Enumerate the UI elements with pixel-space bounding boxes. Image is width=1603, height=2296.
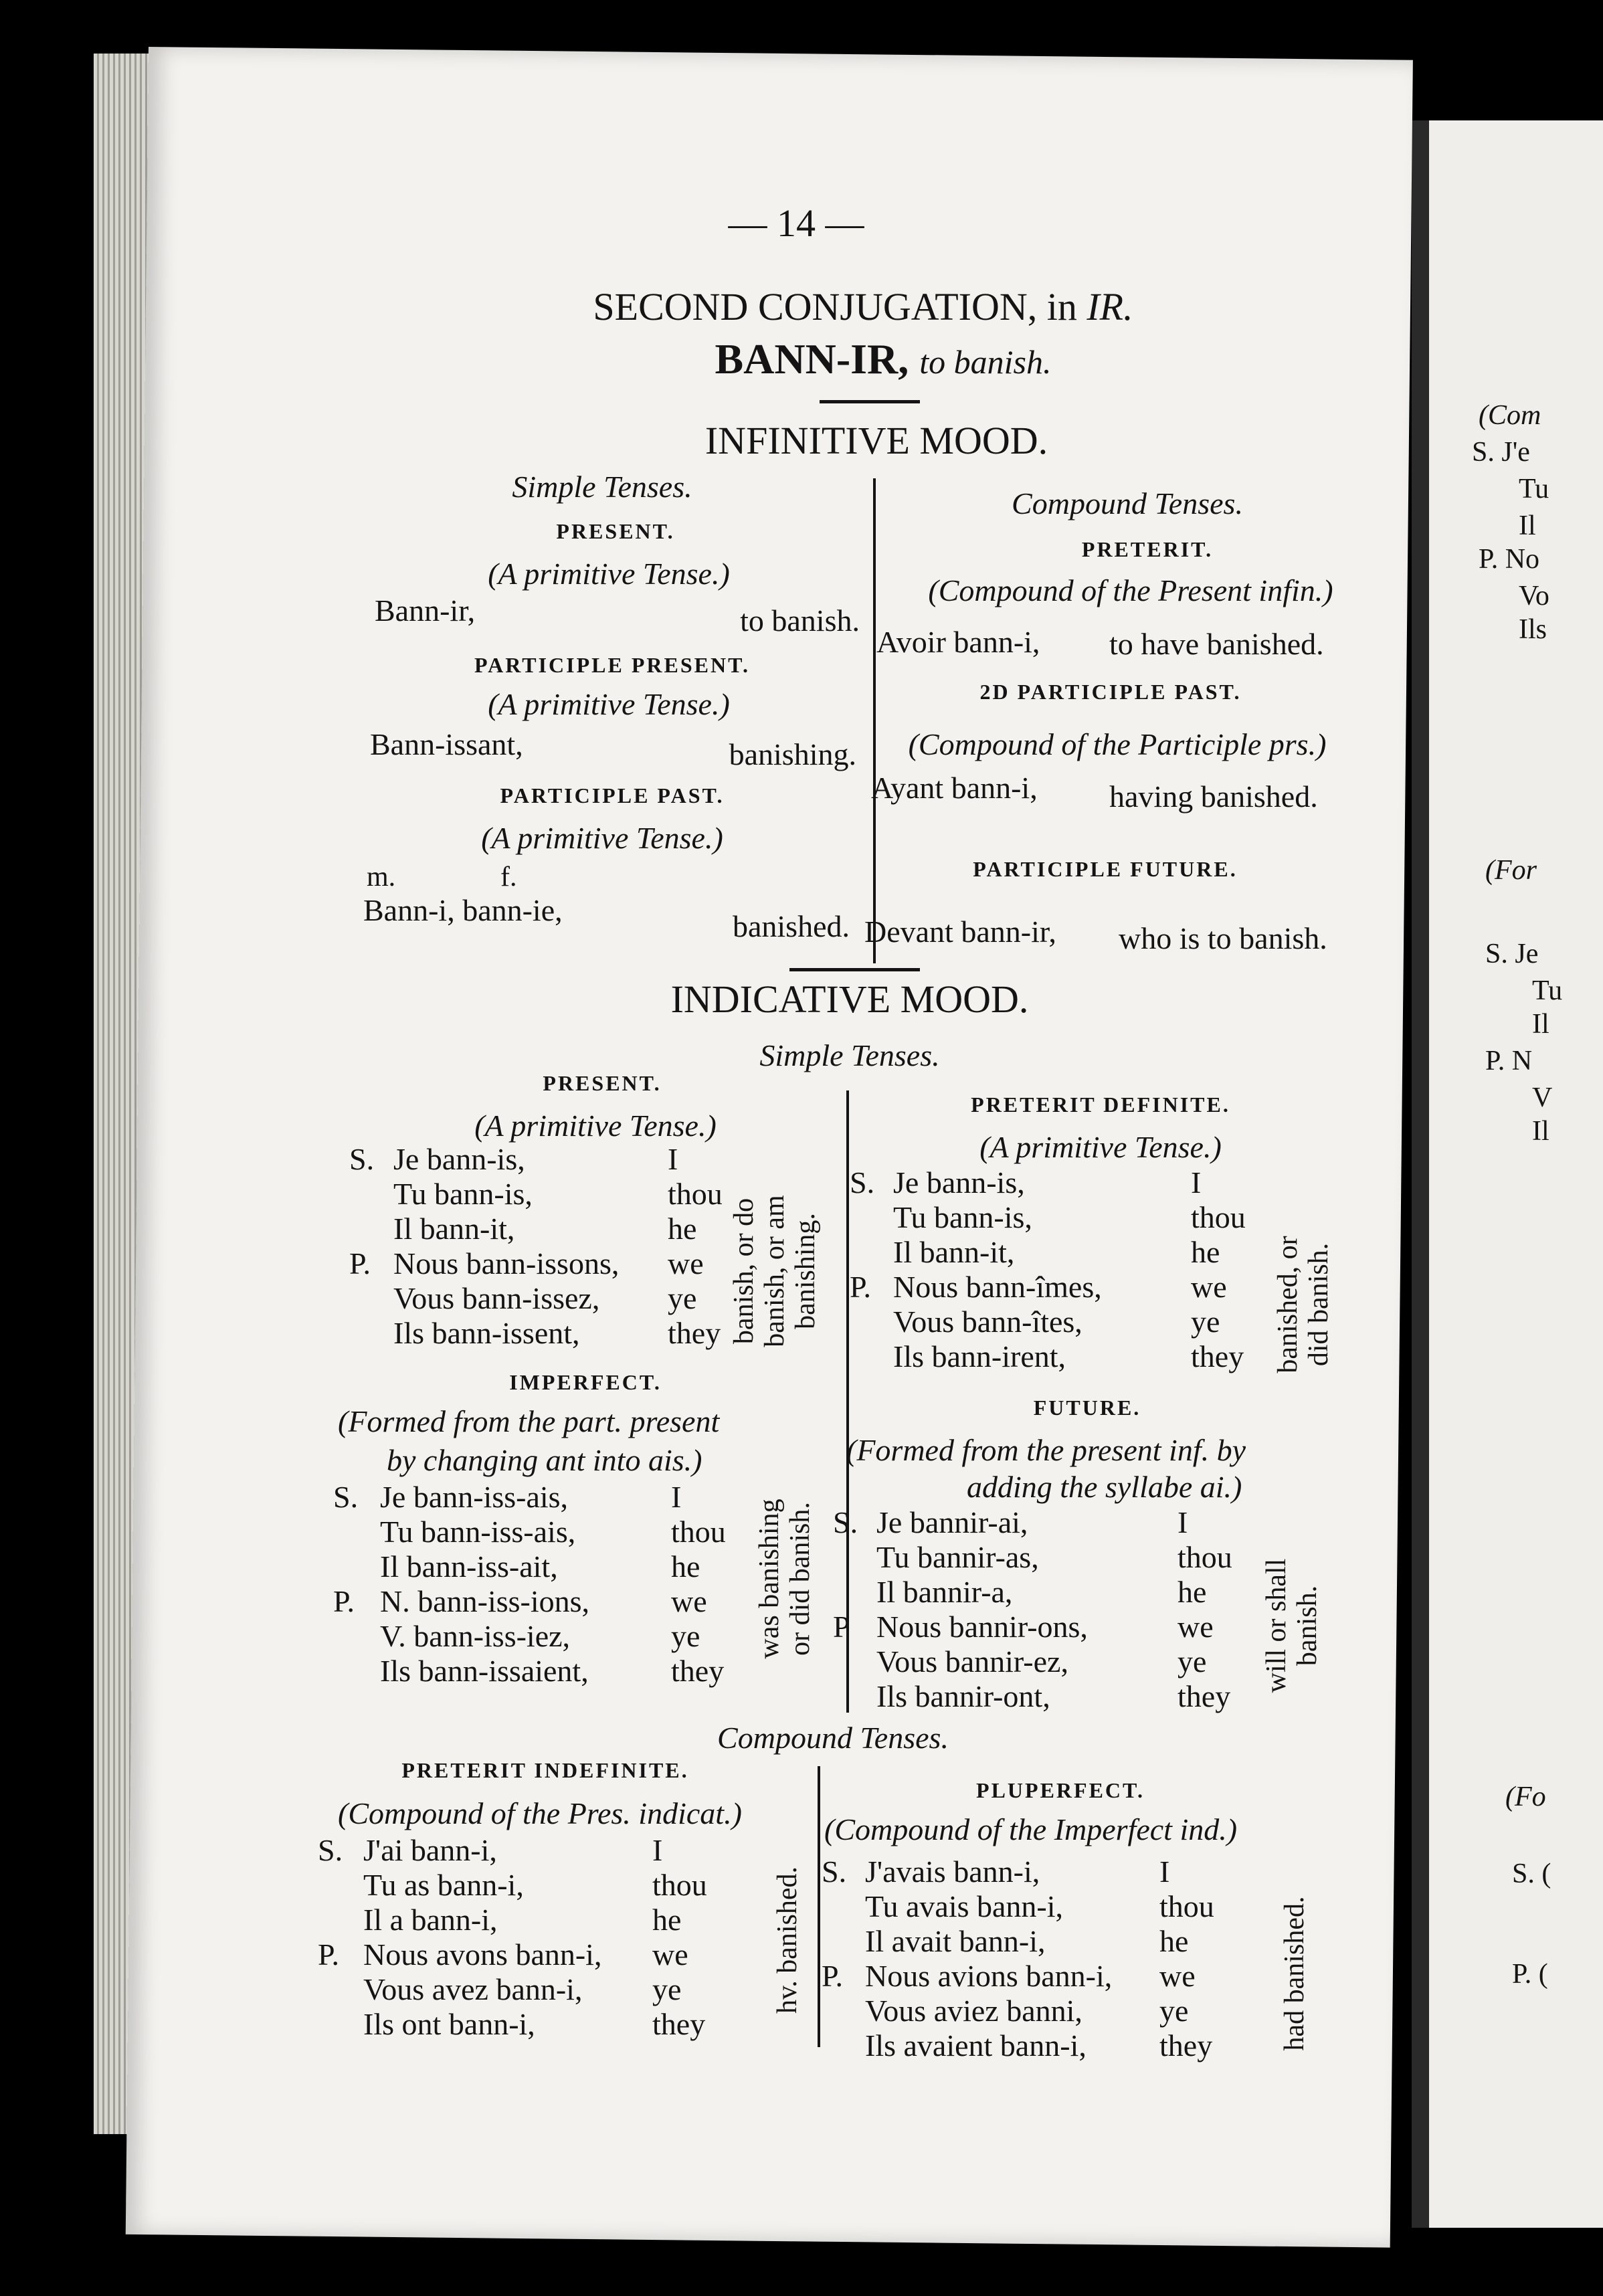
meaning-vertical: hv. banished. — [772, 1866, 803, 2014]
number-marker: S. — [349, 1142, 375, 1176]
conjugated-form: Tu avais bann-i, — [865, 1889, 1064, 1923]
number-marker: P — [833, 1610, 850, 1644]
conjugation-title-text: SECOND CONJUGATION, in — [593, 285, 1087, 328]
future-label: FUTURE. — [1033, 1396, 1141, 1420]
number-marker: P. — [850, 1270, 871, 1304]
conjugated-form: Ils bann-issaient, — [380, 1654, 589, 1688]
number-marker: S. — [333, 1480, 359, 1514]
participle-present-note: (A primitive Tense.) — [488, 687, 730, 721]
fragment: Tu — [1532, 975, 1563, 1006]
pronoun: they — [1177, 1679, 1231, 1713]
conjugated-form: Vous bann-îtes, — [893, 1305, 1082, 1339]
number-marker: P. — [349, 1246, 371, 1280]
imperfect-label: IMPERFECT. — [509, 1370, 662, 1394]
pronoun: thou — [1159, 1889, 1214, 1923]
participle-past-note: (A primitive Tense.) — [481, 821, 723, 855]
meaning-vertical: banish, or am — [759, 1195, 790, 1347]
pronoun: they — [1191, 1339, 1244, 1373]
pronoun: ye — [1159, 1994, 1189, 2028]
conjugated-form: Ils avaient bann-i, — [865, 2028, 1087, 2063]
fragment: Ils — [1519, 614, 1547, 645]
indicative-simple-label: Simple Tenses. — [759, 1038, 940, 1072]
number-marker: P. — [333, 1584, 355, 1618]
gender-masculine: m. — [367, 862, 396, 892]
pronoun: ye — [671, 1619, 700, 1653]
pronoun: they — [671, 1654, 725, 1688]
conjugated-form: J'ai bann-i, — [363, 1833, 497, 1867]
future-note-2: adding the syllabe ai.) — [967, 1470, 1242, 1504]
meaning-vertical: or did banish. — [785, 1502, 816, 1656]
pronoun: I — [1159, 1854, 1170, 1889]
pronoun: they — [668, 1316, 721, 1350]
conjugation-title — [593, 285, 1133, 328]
meaning-vertical: banish, or do — [729, 1198, 759, 1345]
participle-past-label: PARTICIPLE PAST. — [500, 783, 725, 807]
section-rule — [789, 968, 920, 971]
number-marker: S. — [822, 1854, 847, 1889]
pluperfect-note: (Compound of the Imperfect ind.) — [824, 1812, 1238, 1846]
meaning-vertical: banishing. — [790, 1213, 821, 1329]
conjugated-form: Il avait bann-i, — [865, 1924, 1046, 1958]
pronoun: I — [668, 1142, 678, 1176]
pronoun: he — [1159, 1924, 1189, 1958]
present-en: to banish. — [740, 603, 860, 638]
conjugated-form: Vous bann-issez, — [393, 1281, 600, 1315]
verb-meaning: to banish. — [919, 343, 1052, 381]
fragment: V — [1532, 1082, 1553, 1113]
verb-name: BANN-IR, — [715, 335, 909, 383]
pronoun: thou — [1177, 1540, 1232, 1574]
preterit-en: to have banished. — [1109, 627, 1324, 661]
conjugated-form: Vous avez bann-i, — [363, 1972, 583, 2006]
pronoun: ye — [652, 1972, 682, 2006]
fragment: P. No — [1479, 544, 1540, 575]
meaning-vertical: will or shall — [1261, 1558, 1292, 1693]
conjugated-form: Il bann-it, — [893, 1235, 1015, 1269]
pronoun: thou — [668, 1177, 723, 1211]
conjugated-form: Ils bann-issent, — [393, 1316, 580, 1350]
number-marker: P. — [318, 1937, 339, 1972]
pronoun: we — [1191, 1270, 1227, 1304]
infinitive-heading: INFINITIVE MOOD. — [704, 419, 1048, 462]
pronoun: we — [668, 1246, 704, 1280]
fragment: P. N — [1485, 1046, 1533, 1076]
imperfect-note-1: (Formed from the part. present — [338, 1404, 720, 1438]
pronoun: ye — [1177, 1644, 1207, 1679]
number-marker: S. — [850, 1165, 875, 1200]
conjugated-form: Il bann-iss-ait, — [380, 1549, 558, 1584]
meaning-vertical: banish. — [1292, 1585, 1323, 1666]
present-label: PRESENT. — [556, 519, 675, 543]
preterit-indefinite-label: PRETERIT INDEFINITE. — [401, 1758, 689, 1782]
number-marker: S. — [833, 1505, 858, 1539]
imperfect-note-2: by changing ant into ais.) — [387, 1443, 702, 1477]
participle-past-fr: Bann-i, bann-ie, — [363, 893, 563, 927]
conjugated-form: Tu bann-iss-ais, — [380, 1515, 576, 1549]
conjugated-form: Nous bann-îmes, — [893, 1270, 1102, 1304]
conjugation-suffix: IR. — [1087, 285, 1133, 328]
participle-future-fr: Devant bann-ir, — [864, 915, 1056, 949]
present-note: (A primitive Tense.) — [488, 557, 730, 591]
pronoun: thou — [1191, 1200, 1246, 1234]
pronoun: he — [652, 1903, 682, 1937]
indicative-heading: INDICATIVE MOOD. — [670, 977, 1029, 1021]
participle-past-en: banished. — [732, 909, 850, 943]
indicative-compound-label: Compound Tenses. — [717, 1721, 949, 1755]
column-divider — [873, 478, 876, 963]
participle-past-2d-en: having banished. — [1109, 779, 1318, 814]
fragment: S. ( — [1512, 1858, 1551, 1889]
pronoun: they — [1159, 2028, 1213, 2063]
fragment: Il — [1532, 1009, 1549, 1040]
conjugated-form: V. bann-iss-iez, — [380, 1619, 571, 1653]
pronoun: I — [671, 1480, 682, 1514]
conjugated-form: Nous bannir-ons, — [876, 1610, 1088, 1644]
verb-title — [715, 335, 1052, 383]
participle-present-label: PARTICIPLE PRESENT. — [474, 653, 751, 677]
conjugated-form: Tu bannir-as, — [876, 1540, 1039, 1574]
participle-future-en: who is to banish. — [1119, 921, 1327, 955]
participle-present-en: banishing. — [729, 737, 856, 771]
preterit-note: (Compound of the Present infin.) — [928, 573, 1333, 607]
pronoun: he — [671, 1549, 700, 1584]
participle-past-2d-label: 2D PARTICIPLE PAST. — [979, 680, 1242, 704]
fragment: Vo — [1519, 581, 1549, 611]
fragment: Il — [1532, 1116, 1549, 1147]
pronoun: we — [652, 1937, 688, 1972]
participle-past-2d-fr: Ayant bann-i, — [871, 771, 1038, 805]
conjugated-form: Tu bann-is, — [393, 1177, 533, 1211]
page-number: — 14 — — [728, 201, 864, 245]
conjugated-form: Nous avons bann-i, — [363, 1937, 602, 1972]
fragment: (For — [1485, 855, 1537, 886]
pronoun: thou — [652, 1868, 707, 1902]
conjugated-form: N. bann-iss-ions, — [380, 1584, 590, 1618]
meaning-vertical: was banishing — [754, 1499, 785, 1659]
conjugated-form: Tu as bann-i, — [363, 1868, 524, 1902]
participle-present-fr: Bann-issant, — [370, 727, 523, 761]
gender-feminine: f. — [500, 862, 517, 892]
conjugated-form: Ils bannir-ont, — [876, 1679, 1050, 1713]
pronoun: we — [1177, 1610, 1214, 1644]
pronoun: we — [671, 1584, 707, 1618]
conjugated-form: Il bann-it, — [393, 1212, 515, 1246]
meaning-vertical: did banish. — [1303, 1242, 1334, 1367]
participle-future-label: PARTICIPLE FUTURE. — [973, 857, 1238, 881]
title-rule — [820, 400, 920, 403]
meaning-vertical: had banished. — [1279, 1896, 1310, 2051]
ind-present-label: PRESENT. — [543, 1071, 662, 1095]
pronoun: I — [1177, 1505, 1188, 1539]
pronoun: thou — [671, 1515, 726, 1549]
pronoun: they — [652, 2007, 706, 2041]
fragment: (Fo — [1505, 1782, 1546, 1812]
conjugated-form: Ils bann-irent, — [893, 1339, 1066, 1373]
conjugated-form: J'avais bann-i, — [865, 1854, 1040, 1889]
ind-present-note: (A primitive Tense.) — [474, 1109, 717, 1143]
conjugated-form: Vous aviez banni, — [865, 1994, 1082, 2028]
number-marker: P. — [822, 1959, 843, 1993]
future-note-1: (Formed from the present inf. by — [846, 1433, 1246, 1467]
conjugated-form: Vous bannir-ez, — [876, 1644, 1068, 1679]
preterit-indefinite-note: (Compound of the Pres. indicat.) — [338, 1796, 742, 1830]
compound-tenses-label: Compound Tenses. — [1012, 486, 1243, 520]
participle-past-2d-note: (Compound of the Participle prs.) — [908, 727, 1327, 761]
conjugated-form: Il a bann-i, — [363, 1903, 498, 1937]
pluperfect-label: PLUPERFECT. — [976, 1778, 1145, 1802]
fragment: S. Je — [1485, 939, 1539, 969]
pronoun: he — [668, 1212, 697, 1246]
preterit-fr: Avoir bann-i, — [876, 625, 1040, 659]
conjugated-form: Je bannir-ai, — [876, 1505, 1028, 1539]
conjugated-form: Il bannir-a, — [876, 1575, 1013, 1609]
conjugated-form: Tu bann-is, — [893, 1200, 1032, 1234]
pronoun: I — [1191, 1165, 1202, 1200]
fragment: Il — [1519, 510, 1536, 541]
pronoun: ye — [668, 1281, 697, 1315]
number-marker: S. — [318, 1833, 343, 1867]
fragment: (Com — [1479, 400, 1541, 431]
pronoun: ye — [1191, 1305, 1220, 1339]
column-divider-3 — [818, 1766, 820, 2047]
pronoun: I — [652, 1833, 663, 1867]
conjugated-form: Nous bann-issons, — [393, 1246, 620, 1280]
preterit-definite-label: PRETERIT DEFINITE. — [971, 1092, 1230, 1117]
meaning-vertical: banished, or — [1272, 1236, 1303, 1373]
pronoun: he — [1177, 1575, 1207, 1609]
conjugated-form: Je bann-is, — [393, 1142, 525, 1176]
preterit-label: PRETERIT. — [1081, 537, 1214, 561]
conjugated-form: Je bann-is, — [893, 1165, 1025, 1200]
preterit-definite-note: (A primitive Tense.) — [979, 1130, 1222, 1164]
conjugated-form: Je bann-iss-ais, — [380, 1480, 569, 1514]
conjugated-form: Ils ont bann-i, — [363, 2007, 535, 2041]
simple-tenses-label: Simple Tenses. — [512, 470, 692, 504]
fragment: S. J'e — [1472, 437, 1530, 468]
fragment: P. ( — [1512, 1959, 1548, 1990]
pronoun: we — [1159, 1959, 1196, 1993]
conjugated-form: Nous avions bann-i, — [865, 1959, 1113, 1993]
present-fr: Bann-ir, — [375, 593, 476, 628]
fragment: Tu — [1519, 474, 1549, 504]
pronoun: he — [1191, 1235, 1220, 1269]
